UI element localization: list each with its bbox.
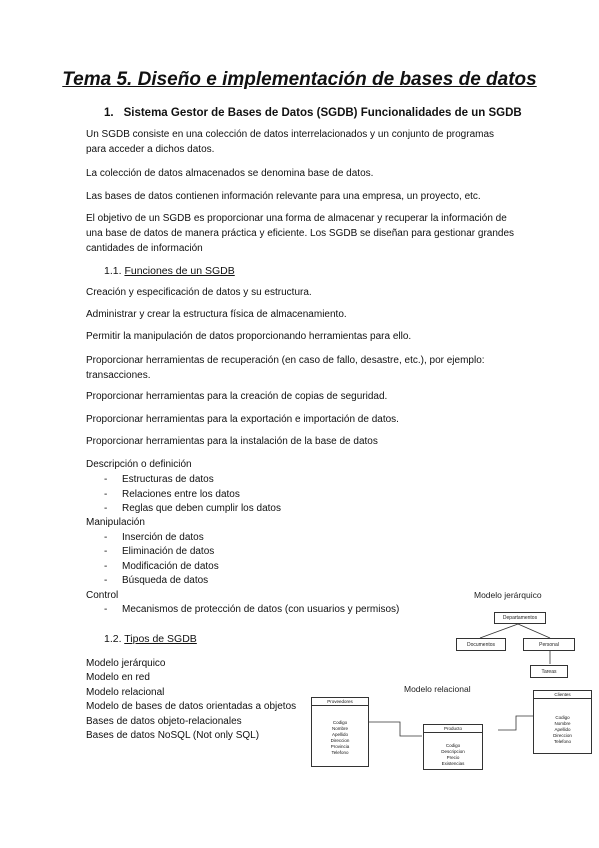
field: Direccion — [553, 733, 572, 738]
field: Codigo — [555, 715, 570, 720]
list-item-text: Estructuras de datos — [122, 474, 214, 485]
table-fields — [534, 699, 591, 745]
list-item-text: Búsqueda de datos — [122, 575, 209, 586]
hierarchical-diagram-title: Modelo jerárquico — [474, 590, 542, 600]
list-item — [104, 574, 208, 589]
group-label-description: Descripción o definición — [86, 459, 192, 470]
connector-line — [480, 624, 518, 638]
function-item: Proporcionar herramientas para la exportación e importación de datos. — [86, 414, 399, 425]
function-item: Permitir la manipulación de datos proporcionando herramientas para ello. — [86, 331, 412, 342]
section-heading-1-2 — [104, 633, 197, 645]
field: Apellido — [554, 727, 571, 732]
section-heading-1 — [104, 107, 522, 119]
node-label: Personal — [539, 642, 559, 648]
node-child — [523, 638, 575, 651]
field: Direccion — [330, 738, 350, 743]
type-item: Bases de datos objeto-relacionales — [86, 716, 242, 727]
bullet-dash: - — [104, 503, 108, 514]
type-item: Modelo relacional — [86, 687, 165, 698]
section-number: 1.1. — [104, 265, 122, 277]
bullet-dash: - — [104, 604, 108, 615]
section-label: Sistema Gestor de Bases de Datos (SGDB) Funcionalidades de un SGDB — [123, 107, 522, 119]
function-item: Administrar y crear la estructura física de almacenamiento. — [86, 309, 347, 320]
function-item: Creación y especificación de datos y su estructura. — [86, 287, 312, 298]
field: Apellido — [331, 732, 348, 737]
list-item — [104, 603, 399, 618]
table-name: Proveedores — [312, 698, 368, 706]
field: Nombre — [331, 726, 348, 731]
table-fields — [312, 706, 368, 756]
list-item-text: Inserción de datos — [122, 532, 204, 543]
function-item: Proporcionar herramientas de recuperación (en caso de fallo, desastre, etc.), por ejemplo: transacciones. — [86, 355, 485, 381]
field: Telefono — [331, 750, 349, 755]
paragraph-4: El objetivo de un SGDB es proporcionar una forma de almacenar y recuperar la información de una base de datos de manera práctica y eficiente. Los SGDB se diseñan para gestionar grandes cantidades de información — [86, 213, 515, 254]
function-item: Proporcionar herramientas para la instalación de la base de datos — [86, 436, 378, 447]
bullet-dash: - — [104, 474, 108, 485]
table-proveedores — [311, 697, 369, 767]
paragraph-1: Un SGDB consiste en una colección de datos interrelacionados y un conjunto de programas para acceder a dichos datos. — [86, 129, 495, 155]
section-number: 1.2. — [104, 633, 122, 645]
relational-diagram-title: Modelo relacional — [404, 684, 471, 694]
relation-line — [498, 716, 535, 730]
list-item — [104, 488, 240, 503]
field: Existencias — [441, 761, 465, 766]
list-item — [104, 545, 214, 560]
group-label-manipulation: Manipulación — [86, 517, 145, 528]
section-number: 1. — [104, 107, 114, 119]
table-fields — [424, 733, 482, 767]
list-item-text: Mecanismos de protección de datos (con usuarios y permisos) — [122, 604, 400, 615]
list-item — [104, 502, 281, 517]
table-producto — [423, 724, 483, 770]
node-child — [456, 638, 506, 651]
list-item-text: Reglas que deben cumplir los datos — [122, 503, 281, 514]
list-item-text: Modificación de datos — [122, 561, 219, 572]
list-item — [104, 473, 214, 488]
list-item-text: Eliminación de datos — [122, 546, 215, 557]
bullet-dash: - — [104, 575, 108, 586]
field: Telefono — [553, 739, 571, 744]
node-label: Documentos — [466, 642, 496, 648]
list-item — [104, 560, 219, 575]
field: Codigo — [445, 743, 461, 748]
node-label: Departamentos — [502, 615, 538, 621]
relation-line — [368, 722, 422, 736]
type-item: Modelo jerárquico — [86, 658, 166, 669]
field: Provincia — [330, 744, 350, 749]
field: Precio — [446, 755, 460, 760]
paragraph-3: Las bases de datos contienen información relevante para una empresa, un proyecto, etc. — [86, 191, 481, 202]
bullet-dash: - — [104, 546, 108, 557]
table-name: Producto — [424, 725, 482, 733]
field: Descripcion — [441, 749, 465, 754]
field: Nombre — [554, 721, 571, 726]
type-item: Modelo de bases de datos orientadas a objetos — [86, 701, 297, 712]
node-root — [494, 612, 546, 624]
section-heading-1-1 — [104, 265, 235, 277]
type-item: Bases de datos NoSQL (Not only SQL) — [86, 730, 260, 741]
connector-line — [518, 624, 550, 638]
group-label-control: Control — [86, 590, 119, 601]
field: Codigo — [332, 720, 348, 725]
section-label: Tipos de SGDB — [124, 633, 197, 645]
node-label: Tareas — [541, 669, 557, 675]
node-grandchild — [530, 665, 568, 678]
bullet-dash: - — [104, 561, 108, 572]
section-label: Funciones de un SGDB — [124, 265, 235, 277]
list-item-text: Relaciones entre los datos — [122, 489, 240, 500]
list-item — [104, 531, 204, 546]
bullet-dash: - — [104, 532, 108, 543]
type-item: Modelo en red — [86, 672, 150, 683]
bullet-dash: - — [104, 489, 108, 500]
function-item: Proporcionar herramientas para la creación de copias de seguridad. — [86, 391, 388, 402]
table-clientes — [533, 690, 592, 754]
paragraph-2: La colección de datos almacenados se denomina base de datos. — [86, 168, 374, 179]
table-name: Clientes — [534, 691, 591, 699]
document-title: Tema 5. Diseño e implementación de bases de datos — [62, 69, 537, 90]
